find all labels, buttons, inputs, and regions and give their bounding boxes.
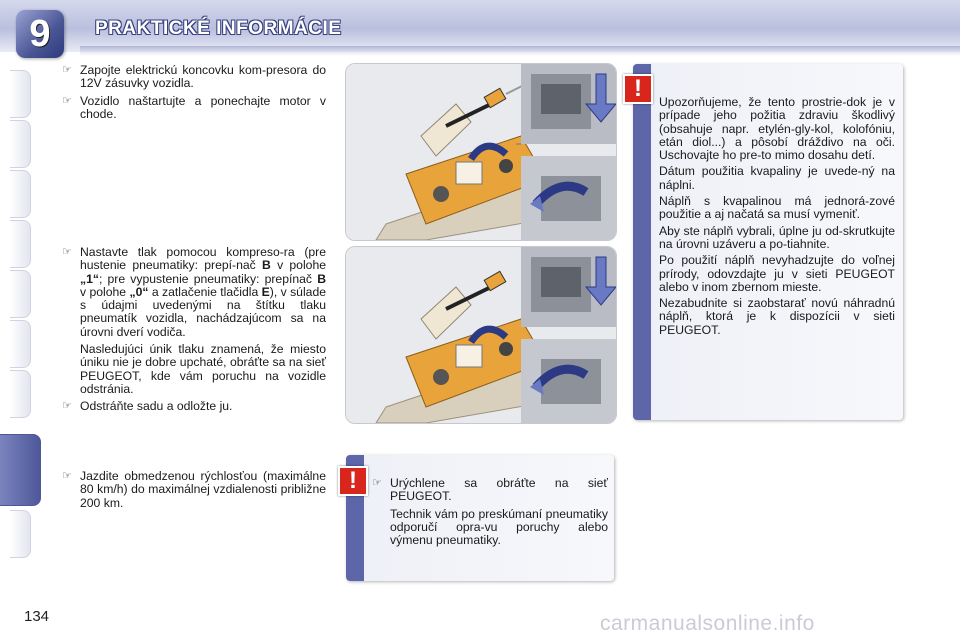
- compressor-photo-top: [345, 63, 617, 241]
- side-tab-2[interactable]: [10, 120, 31, 168]
- warning-accent-bar: [633, 64, 651, 420]
- instructions-block-2: [62, 246, 326, 418]
- list-item: ☞ Odstráňte sadu a odložte ju.: [62, 399, 233, 414]
- compressor-photo-bottom: [345, 246, 617, 424]
- pointing-hand-icon: ☞: [372, 477, 382, 489]
- pointing-hand-icon: ☞: [62, 94, 72, 107]
- side-tab-6[interactable]: [10, 320, 31, 368]
- list-item: ☞ Urýchlene sa obráťte na sieť PEUGEOT.: [372, 476, 608, 504]
- pointing-hand-icon: ☞: [62, 246, 72, 258]
- chapter-number: 9: [29, 13, 51, 55]
- watermark: carmanualsonline.info: [600, 612, 815, 635]
- page-title: PRAKTICKÉ INFORMÁCIE: [95, 18, 342, 39]
- list-item: ☞ Zapojte elektrickú koncovku kom-presora do 12V zásuvky vozidla.: [62, 63, 326, 91]
- warning-text: Upozorňujeme, že tento prostrie-dok je v prípade jeho požitia zdraviu škodlivý (obsahuje napr. etylén-gly-kol, kolofóniu, etán diol...) a pôsobí dráždivo na oči. Uschovajte ho pre-to mimo dosahu detí. Dátum použitia kvapaliny je uvede-ný na náplni. Náplň s kvapalinou má jednorá-zové použitie a aj načatá sa musí vymeniť. Aby ste náplň vybrali, úplne ju od-skrutkujte na úrovni uzáveru a po-tiahnite. Po použití náplň nevyhadzujte do voľnej prírody, odovzdajte ju v sieti PEUGEOT alebo v inom zbernom mieste. Nezabudnite si zaobstarať novú náhradnú náplň, ktorá je k dispozícii v sieti PEUGEOT.: [659, 95, 895, 337]
- warning-exclamation-icon: !: [338, 466, 368, 496]
- warning-box-bottom: [346, 455, 614, 581]
- side-tab-3[interactable]: [10, 170, 31, 218]
- side-tab-7[interactable]: [10, 370, 31, 418]
- pointing-hand-icon: ☞: [62, 400, 72, 413]
- side-tab-4[interactable]: [10, 220, 31, 268]
- pointing-hand-icon: ☞: [62, 64, 72, 76]
- instructions-block-1: [62, 64, 326, 125]
- header-shadow: [80, 46, 960, 56]
- follow-up-paragraph: Nasledujúci únik tlaku znamená, že miesto úniku nie je dobre upchaté, obráťte sa na sieť PEUGEOT, kde vám poruchu na vozidle odstránia.: [80, 342, 326, 396]
- side-tab-9[interactable]: [10, 510, 31, 558]
- side-tab-active[interactable]: [0, 434, 41, 506]
- side-tab-5[interactable]: [10, 270, 31, 318]
- instructions-block-3: [62, 470, 326, 514]
- side-tab-1[interactable]: [10, 70, 31, 118]
- warning-exclamation-icon: !: [623, 74, 653, 104]
- compressor-illustration: [346, 247, 616, 423]
- pointing-hand-icon: ☞: [62, 470, 72, 482]
- chapter-badge: [16, 10, 64, 58]
- list-item: ☞ Jazdite obmedzenou rýchlosťou (maximálne 80 km/h) do maximálnej vzdialenosti približne 200 km.: [62, 469, 326, 510]
- warning-text: ☞ Urýchlene sa obráťte na sieť PEUGEOT. Technik vám po preskúmaní pneumatiky odporučí opra-vu poruchy alebo výmenu pneumatiky.: [372, 476, 608, 548]
- compressor-illustration: [346, 64, 616, 240]
- page-number: 134: [24, 608, 50, 625]
- list-item: ☞ Vozidlo naštartujte a ponechajte motor v chode.: [62, 93, 326, 121]
- warning-box-right: [633, 64, 903, 420]
- list-item: ☞ Nastavte tlak pomocou kompreso-ra (pre hustenie pneumatiky: prepí-nač B v polohe „1“; pre vypustenie pneumatiky: prepínač B v polohe „0“ a zatlačenie tlačidla E), v súlade s údajmi uvedenými na štítku tlaku pneumatík vozidla, nachádzajúcom sa na úrovni dverí vodiča.: [62, 245, 327, 339]
